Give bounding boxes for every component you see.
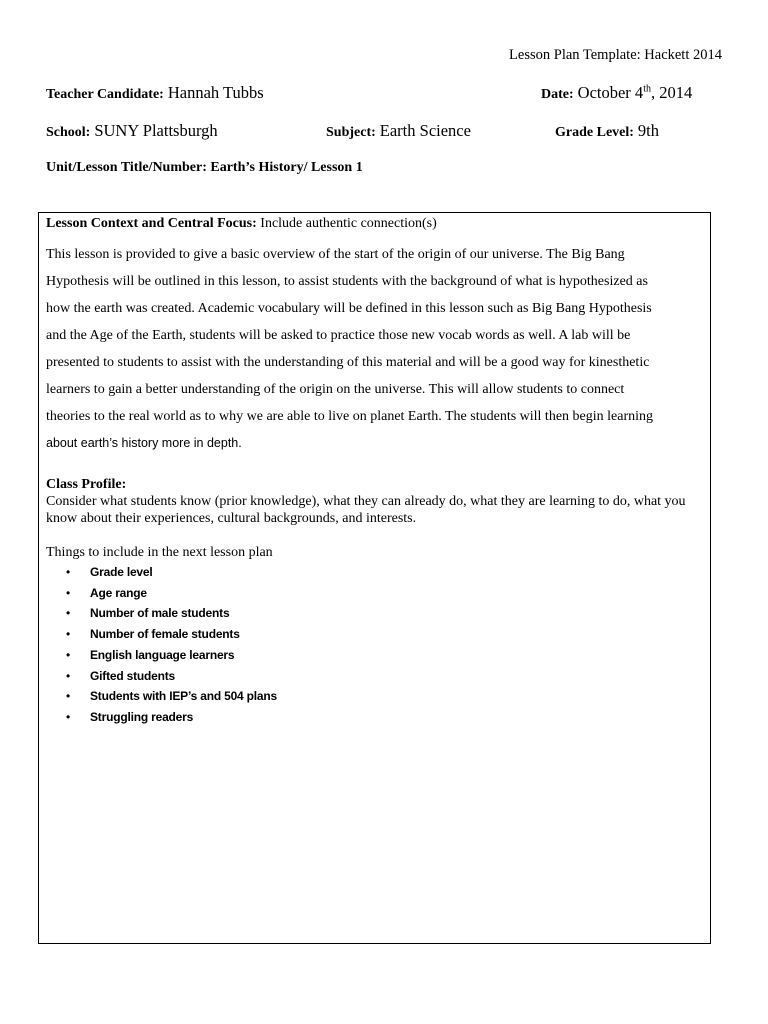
include-list bbox=[46, 562, 706, 728]
grade-field bbox=[555, 121, 659, 141]
bullet-icon: • bbox=[66, 565, 71, 579]
list-item bbox=[46, 624, 706, 645]
bullet-icon: • bbox=[66, 585, 71, 600]
template-label: Lesson Plan Template: Hackett 2014 bbox=[509, 47, 722, 63]
subject-label: Subject: bbox=[326, 125, 376, 140]
bullet-icon: • bbox=[66, 606, 71, 621]
context-line: and the Age of the Earth, students will be asked to practice those new vocab words as well. A lab will be bbox=[46, 328, 631, 343]
list-item-label: Age range bbox=[90, 585, 147, 600]
date-value bbox=[578, 83, 693, 102]
lesson-context-content bbox=[46, 213, 706, 728]
lesson-context-box bbox=[38, 212, 711, 944]
teacher-field bbox=[46, 83, 264, 103]
list-item-label: Number of male students bbox=[90, 606, 230, 621]
unit-title: Unit/Lesson Title/Number: Earth’s History/ Lesson 1 bbox=[46, 160, 363, 175]
class-profile-title: Class Profile: bbox=[46, 477, 127, 492]
context-line: how the earth was created. Academic vocabulary will be defined in this lesson such as Big Bang Hypothesis bbox=[46, 301, 652, 316]
date-ordinal: th bbox=[643, 83, 651, 95]
school-label: School: bbox=[46, 125, 91, 140]
context-line: This lesson is provided to give a basic overview of the start of the origin of our universe. The Big Bang bbox=[46, 247, 625, 262]
date-year: , 2014 bbox=[650, 83, 693, 102]
list-item bbox=[46, 707, 706, 728]
list-item-label: Grade level bbox=[90, 565, 153, 579]
date-prefix: October 4 bbox=[577, 83, 644, 102]
context-line: learners to gain a better understanding of the origin on the universe. This will allow students to connect bbox=[46, 382, 625, 397]
list-item bbox=[46, 583, 706, 604]
subject-field bbox=[326, 121, 471, 141]
context-subtitle: Include authentic connection(s) bbox=[260, 216, 437, 231]
context-line: presented to students to assist with the understanding of this material and will be a good way for kinesthetic bbox=[46, 355, 650, 370]
bullet-icon: • bbox=[66, 689, 71, 704]
bullet-icon: • bbox=[66, 668, 71, 683]
list-item-label: Gifted students bbox=[90, 668, 176, 683]
context-heading bbox=[46, 215, 706, 233]
school-value: SUNY Plattsburgh bbox=[94, 121, 218, 140]
context-title: Lesson Context and Central Focus: bbox=[46, 216, 257, 231]
context-line: theories to the real world as to why we are able to live on planet Earth. The students will then begin learning bbox=[46, 409, 654, 424]
grade-value: 9th bbox=[637, 121, 660, 140]
class-profile-text: Consider what students know (prior knowledge), what they can already do, what they are learning to do, what you know about their experiences, cultural backgrounds, and interests. bbox=[46, 494, 686, 526]
date-label: Date: bbox=[541, 87, 574, 102]
list-item-label: Students with IEP’s and 504 plans bbox=[90, 689, 277, 704]
subject-value: Earth Science bbox=[379, 121, 471, 140]
list-item bbox=[46, 645, 706, 666]
school-field bbox=[46, 121, 218, 141]
list-item bbox=[46, 603, 706, 624]
list-item-label: Struggling readers bbox=[90, 709, 194, 724]
things-to-include-label: Things to include in the next lesson plan bbox=[46, 545, 273, 560]
list-item-label: Number of female students bbox=[90, 627, 240, 642]
grade-label: Grade Level: bbox=[555, 125, 634, 140]
context-paragraph bbox=[46, 241, 706, 457]
list-item bbox=[46, 562, 706, 583]
list-item bbox=[46, 666, 706, 687]
teacher-label: Teacher Candidate: bbox=[46, 87, 164, 102]
bullet-icon: • bbox=[66, 709, 71, 724]
context-line-last: about earth’s history more in depth. bbox=[46, 436, 242, 450]
bullet-icon: • bbox=[66, 647, 71, 662]
list-item bbox=[46, 686, 706, 707]
teacher-name: Hannah Tubbs bbox=[167, 83, 264, 102]
bullet-icon: • bbox=[66, 627, 71, 642]
list-item-label: English language learners bbox=[90, 647, 235, 662]
date-field bbox=[541, 83, 692, 103]
context-line: Hypothesis will be outlined in this lesson, to assist students with the background of what is hypothesized as bbox=[46, 274, 648, 289]
